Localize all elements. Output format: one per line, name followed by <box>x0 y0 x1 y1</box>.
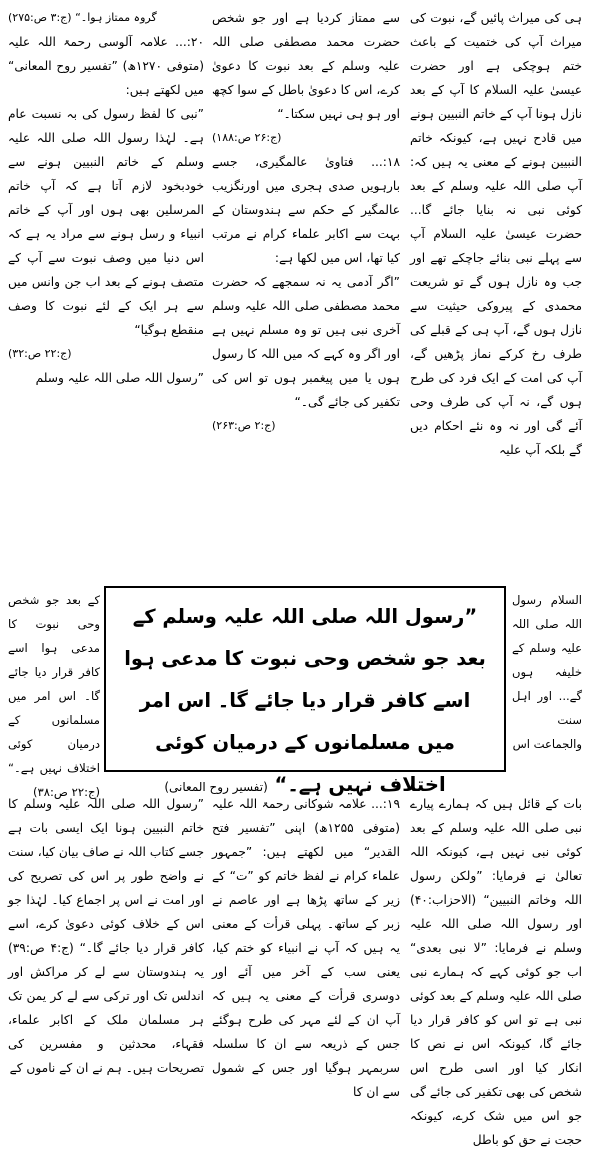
column-middle-bottom <box>212 780 400 1100</box>
side-text-right <box>512 576 582 776</box>
paragraph: ۱۸:... فتاویٰ عالمگیری، جسے بارہویں صدی ہجری میں اورنگزیب عالمگیر کے حکم سے ہندوستان کے بہت سے اکابر علماء کرام نے مرتب کیا تھا، اس میں لکھا ہے: <box>212 155 400 265</box>
paragraph: کے بعد جو شخص وحی نبوت کا مدعی ہوا اسے کافر قرار دیا جائے گا۔ اس امر میں مسلمانوں کے درمیان کوئی اختلاف نہیں ہے۔“ (ج:۲۲ ص:۳۸) <box>8 592 100 799</box>
quote-paragraph: ”نبی کا لفظ رسول کی بہ نسبت عام ہے۔ لہٰذا رسول اللہ صلی اللہ علیہ وسلم کے خاتم النبیین ہونے سے خودبخود لازم آتا ہے کہ آپ خاتم المرسلین بھی ہوں اور آپ کے خاتم انبیاء و رسل ہونے سے مراد یہ ہے کہ اس دنیا میں وصف نبوت سے آپ کے متصف ہونے کے بعد اب جن وانس میں سے ہر ایک کے لئے نبوت کا وصف منقطع ہوگیا“ <box>8 107 204 337</box>
paragraph: بات کے قائل ہیں کہ ہمارے پیارے نبی صلی اللہ علیہ وسلم کے بعد کوئی نبی نہیں ہے، کیونکہ اللہ تعالیٰ نے فرمایا: ”ولکن رسول اللہ وخاتم النبیین“ (الاحزاب:۴۰) اور رسول اللہ صلی اللہ علیہ وسلم نے فرمایا: ”لا نبی بعدی“ اب جو کوئی کہے کہ ہمارے نبی صلی اللہ علیہ وسلم کے بعد کوئی نبی ہے تو اس کو کافر قرار دیا جائے گا، کیونکہ اس نے نص کا انکار کیا اور اسی طرح اس شخص کی بھی تکفیر کی جائے گی جو اس میں شک کرے، کیونکہ حجت نے حق کو باطل <box>410 797 582 1148</box>
highlighted-quote: ”رسول اللہ صلی اللہ علیہ وسلم کے بعد جو شخص وحی نبوت کا مدعی ہوا اسے کافر قرار دیا جائے گا۔ اس امر میں مسلمانوں کے درمیان کوئی اختلاف نہیں ہے۔“ <box>124 605 486 796</box>
quote-source: (تفسیر روح المعانی) <box>164 780 268 794</box>
column-left-bottom <box>8 780 204 1076</box>
column-left-top <box>8 6 204 584</box>
reference: (ج:۲۲ ص:۳۲) <box>8 347 72 360</box>
reference: (ج:۲۶ ص:۱۸۸) <box>212 131 282 144</box>
quote-paragraph: ”اگر آدمی یہ نہ سمجھے کہ حضرت محمد مصطفی صلی اللہ علیہ وسلم آخری نبی ہیں تو وہ مسلم نہیں ہے اور اگر وہ کہے کہ میں اللہ کا رسول ہوں یا میں پیغمبر ہوں تو اس کی تکفیر کی جائے گی۔“ <box>212 275 400 409</box>
column-right-bottom <box>410 780 582 1148</box>
side-text-left <box>8 576 100 799</box>
paragraph: سے ممتاز کردیا ہے اور جو شخص حضرت محمد مصطفی صلی اللہ علیہ وسلم کے بعد نبوت کا دعویٰ کرے، اس کا دعویٰ باطل کے سوا کچھ اور ہو ہی نہیں سکتا۔“ <box>212 11 400 121</box>
paragraph: ”رسول اللہ صلی اللہ علیہ وسلم کا خاتم النبیین ہونا ایک ایسی بات ہے جسے کتاب اللہ نے صاف بیان کیا، سنت نے واضح طور پر اس کی تصریح کی اور امت نے اس پر اجماع کیا۔ لہٰذا جو اس کے خلاف کوئی دعویٰ کرے، اسے کافر قرار دیا جائے گا۔“ (ج:۴ ص:۳۹) یہ ہندوستان سے لے کر مراکش اور اندلس تک اور ترکی سے لے کر یمن تک ہر مسلمان ملک کے اکابر علماء، فقہاء، محدثین و مفسرین کی تصریحات ہیں۔ ہم نے ان کے ناموں کے <box>8 797 204 1076</box>
paragraph: ۱۹:... علامہ شوکانی رحمۃ اللہ علیہ (متوفی ۱۲۵۵ھ) اپنی ”تفسیر فتح القدیر“ میں لکھتے ہیں: ”جمہور علماء کرام نے لفظ خاتم کو ”ت“ کے زیر کے ساتھ پڑھا ہے اور عاصم نے زبر کے ساتھ۔ پہلی قرأت کے معنی یہ ہیں کہ آپ نے انبیاء کو ختم کیا، یعنی سب کے آخر میں آئے اور دوسری قرأت کے معنی یہ ہیں کہ آپ ان کے لئے مہر کی طرح ہوگئے جس کے ذریعہ سے ان کا سلسلہ سربمہر ہوگیا اور جس کے شمول سے ان کا <box>212 797 400 1100</box>
reference: (ج:۲ ص:۲۶۳) <box>212 419 276 432</box>
column-right-top <box>410 6 582 584</box>
paragraph: ”رسول اللہ صلی اللہ علیہ وسلم <box>35 371 204 385</box>
column-middle-top <box>212 6 400 584</box>
highlighted-quote-box <box>104 586 506 796</box>
paragraph: ۲۰:... علامہ آلوسی رحمۃ اللہ علیہ (متوفی ۱۲۷۰ھ) ”تفسیر روح المعانی“ میں لکھتے ہیں: <box>8 35 204 97</box>
paragraph: ہی کی میراث پائیں گے، نبوت کی میراث آپ کی ختمیت کے باعث ختم ہوچکی ہے اور حضرت عیسیٰ علیہ السلام کا آپ کے بعد نازل ہونا آپ کے خاتم النبیین ہونے میں قادح نہیں ہے، کیونکہ خاتم النبیین ہونے کے معنی یہ ہیں کہ: آپ صلی اللہ علیہ وسلم کے بعد کوئی نبی نہ بنایا جائے گا... حضرت عیسیٰ علیہ السلام آپ سے پہلے نبی بنائے جاچکے تھے اور جب وہ نازل ہوں گے تو شریعت محمدی کے پیروکی حیثیت سے نازل ہوں گے، آپ ہی کے قبلے کی طرف رخ کرکے نماز پڑھیں گے، آپ کی امت کے ایک فرد کی طرح ہوں گے، نہ آپ کی طرف وحی آئے گی اور نہ وہ نئے احکام دیں گے بلکہ آپ علیہ <box>410 11 582 457</box>
paragraph: السلام رسول اللہ صلی اللہ علیہ وسلم کے خلیفہ ہوں گے... اور اہل سنت والجماعت اس <box>512 592 582 751</box>
reference: گروہ ممتاز ہوا۔“ (ج:۳ ص:۲۷۵) <box>8 11 157 24</box>
